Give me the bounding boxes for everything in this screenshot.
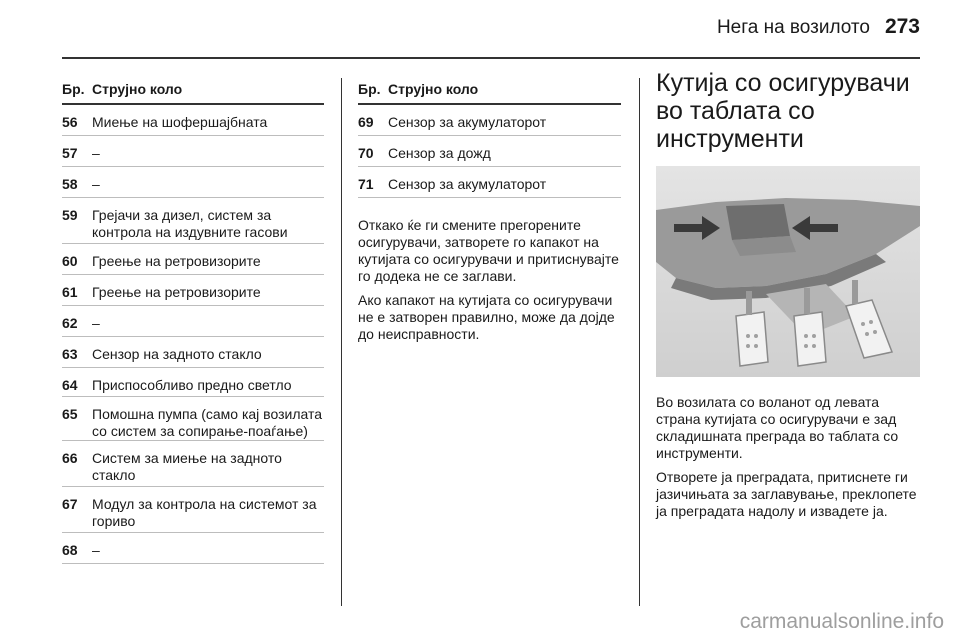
table-row	[62, 533, 324, 564]
table-row	[62, 306, 324, 337]
fuse-table-right	[358, 81, 621, 350]
fuse-box-drawing	[656, 166, 920, 377]
fuse-number: 67	[62, 496, 78, 512]
table-header	[358, 81, 621, 105]
circuit-name: Греење на ретровизорите	[92, 253, 261, 269]
circuit-name: –	[92, 315, 100, 331]
circuit-name: –	[92, 176, 100, 192]
table-header	[62, 81, 324, 105]
circuit-name: Сензор за дожд	[388, 145, 491, 161]
circuit-name: Сензор на задното стакло	[92, 346, 262, 362]
table-row	[62, 441, 324, 487]
page-number: 273	[884, 15, 920, 38]
fuse-number: 63	[62, 346, 78, 362]
header-number: Бр.	[358, 81, 381, 97]
circuit-name: –	[92, 542, 100, 558]
table-row	[358, 136, 621, 167]
fuse-number: 59	[62, 207, 78, 223]
circuit-name: Грејачи за дизел, систем за контрола на издувните гасови	[92, 207, 288, 240]
fuse-number: 64	[62, 377, 78, 393]
fuse-table-left	[62, 81, 324, 564]
fuse-box-illustration	[656, 166, 920, 377]
fuse-number: 58	[62, 176, 78, 192]
circuit-name: Систем за миење на задното стакло	[92, 450, 282, 483]
section-title: Кутија со осигурувачи во таблата со инструменти	[656, 69, 910, 153]
instruction-paragraph: Ако капакот на кутијата со осигурувачи не е затворен правилно, може да дојде до неисправности.	[358, 292, 615, 342]
instruction-paragraph: Откако ќе ги смените прегорените осигурувачи, затворете го капакот на кутијата со осигурувачи и притиснувајте го додека не се заглави.	[358, 217, 619, 284]
circuit-name: –	[92, 145, 100, 161]
table-row	[62, 198, 324, 244]
watermark: carmanualsonline.info	[739, 610, 944, 633]
column-divider	[639, 78, 640, 606]
table-row	[62, 105, 324, 136]
header-number: Бр.	[62, 81, 85, 97]
fuse-number: 57	[62, 145, 78, 161]
fuse-number: 65	[62, 406, 78, 422]
fuse-number: 66	[62, 450, 78, 466]
fuse-number: 62	[62, 315, 78, 331]
header-circuit: Струјно коло	[92, 81, 183, 97]
table-row	[62, 244, 324, 275]
fuse-number: 70	[358, 145, 374, 161]
fuse-number: 60	[62, 253, 78, 269]
column-divider	[341, 78, 342, 606]
section-paragraph: Отворете ја преградата, притиснете ги јазичињата за заглавување, преклопете ја преградата надолу и извадете ја.	[656, 469, 917, 519]
table-row	[62, 368, 324, 397]
circuit-name: Помошна пумпа (само кај возилата со систем за сопирање-поаѓање)	[92, 406, 323, 439]
fuse-number: 61	[62, 284, 78, 300]
table-row	[62, 136, 324, 167]
header-circuit: Струјно коло	[388, 81, 479, 97]
fuse-number: 69	[358, 114, 374, 130]
circuit-name: Греење на ретровизорите	[92, 284, 261, 300]
fuse-number: 56	[62, 114, 78, 130]
circuit-name: Приспособливо предно светло	[92, 377, 292, 393]
table-row	[358, 167, 621, 198]
fuse-number: 68	[62, 542, 78, 558]
section-paragraph: Во возилата со воланот од левата страна кутијата со осигурувачи е зад складишната преграда во таблата со инструменти.	[656, 394, 899, 461]
header-divider	[62, 57, 920, 59]
table-row	[62, 275, 324, 306]
circuit-name: Модул за контрола на системот за гориво	[92, 496, 317, 529]
table-row	[62, 337, 324, 368]
fuse-number: 71	[358, 176, 374, 192]
circuit-name: Сензор за акумулаторот	[388, 176, 547, 192]
table-row	[62, 167, 324, 198]
circuit-name: Миење на шофершајбната	[92, 114, 268, 130]
circuit-name: Сензор за акумулаторот	[388, 114, 547, 130]
section-column	[656, 69, 920, 527]
table-row	[358, 105, 621, 136]
table-row	[62, 487, 324, 533]
table-row	[62, 397, 324, 441]
running-header-title: Нега на возилото	[716, 17, 870, 38]
